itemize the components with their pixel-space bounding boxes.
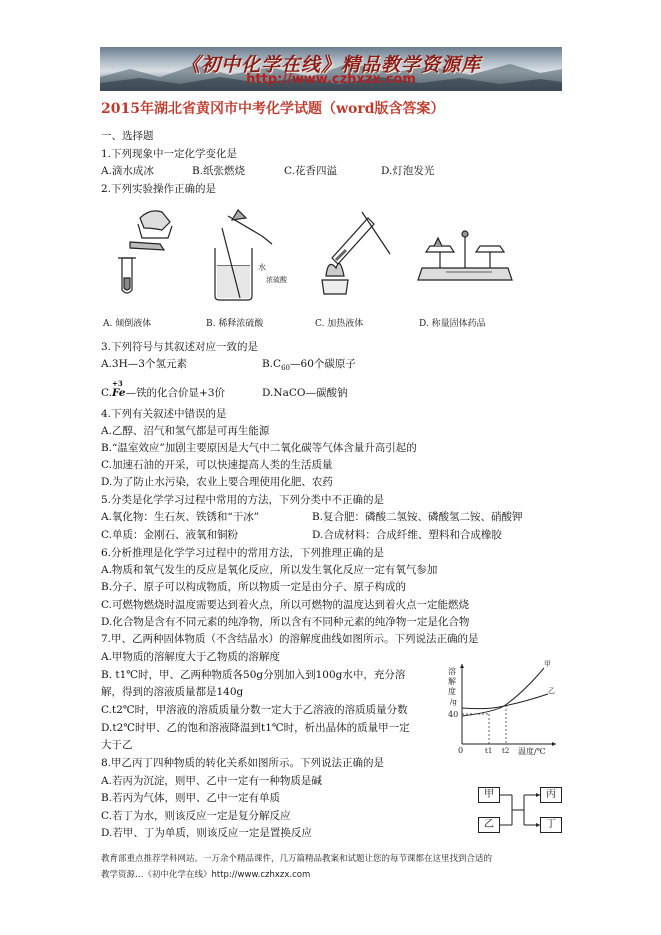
q7-option-d-line1: D.t2℃时甲、乙的饱和溶液降温到t1℃时，析出晶体的质量甲一定 <box>101 722 410 734</box>
heating-liquid-figure <box>322 212 390 294</box>
y-axis-label-1: 溶 <box>448 667 456 676</box>
q1-option-d: D.灯泡发光 <box>381 165 435 177</box>
q4-option-c: C.加速石油的开采，可以快速提高人类的生活质量 <box>101 459 333 471</box>
label-acid: 浓硫酸 <box>266 276 287 284</box>
q8-option-a: A.若丙为沉淀，则甲、乙中一定有一种物质是碱 <box>101 775 322 787</box>
footer-line2[interactable]: 教学资源…《初中化学在线》http://www.czhxzx.com <box>101 870 311 880</box>
q3-option-c: C. +3 Fe—铁的化合价显+3价 <box>101 379 226 399</box>
box-bing: 丙 <box>540 787 562 803</box>
q2-caption-d: D. 称量固体药品 <box>419 319 486 329</box>
banner-title: 《初中化学在线》精品教学资源库 <box>180 54 481 76</box>
origin-label: 0 <box>458 746 464 755</box>
x-axis-label: 温度/℃ <box>518 747 546 756</box>
box-yi: 乙 <box>478 817 500 833</box>
y-axis-label-2: 解 <box>448 677 456 686</box>
curve2-label: 乙 <box>548 687 555 695</box>
q1-option-c: C.花香四溢 <box>284 165 337 177</box>
q6-option-d: D.化合物是含有不同元素的纯净物，所以含有不同种元素的纯净物一定是化合物 <box>101 616 470 628</box>
q6-stem: 6.分析推理是化学学习过程中的常用方法，下列推理正确的是 <box>101 547 385 559</box>
q5-option-c: C.单质：金刚石、液氧和铜粉 <box>101 529 238 541</box>
q7-option-c: C.t2℃时，甲溶液的溶质质量分数一定大于乙溶液的溶质质量分数 <box>101 704 408 716</box>
q1-option-b: B.纸张燃烧 <box>192 165 246 177</box>
q7-option-d-line2: 大于乙 <box>101 739 133 751</box>
q4-stem: 4.下列有关叙述中错误的是 <box>101 408 227 420</box>
footer-line1: 教育部重点推荐学科网站。一万余个精品课件，几万篇精品教案和试题让您的每节课都在这里找到合适的 <box>101 854 493 864</box>
q7-option-b-line1: B. t1℃时，甲、乙两种物质各50g分别加入到100g水中，充分溶 <box>101 669 406 681</box>
page-footer <box>101 851 561 883</box>
q4-option-a: A.乙醇、沼气和氢气都是可再生能源 <box>101 425 270 437</box>
q4-option-b: B.“温室效应”加剧主要原因是大气中二氧化碳等气体含量升高引起的 <box>101 442 417 454</box>
solubility-graph <box>444 660 560 760</box>
q2-stem: 2.下列实验操作正确的是 <box>101 183 217 195</box>
curve1-label: 甲 <box>544 660 551 668</box>
q6-option-b: B.分子、原子可以构成物质，所以物质一定是由分子、原子构成的 <box>101 581 407 593</box>
y-axis-label-3: 度 <box>448 687 456 696</box>
diluting-acid-figure <box>215 210 272 300</box>
q8-stem: 8.甲乙丙丁四种物质的转化关系如图所示。下列说法正确的是 <box>101 757 385 769</box>
q5-option-d: D.合成材料：合成纤维、塑料和合成橡胶 <box>312 529 502 541</box>
y-axis-label-4: /g <box>450 698 457 706</box>
banner-url-link[interactable]: http://www.czhxzx.com <box>246 72 416 87</box>
q2-caption-a: A. 倾倒液体 <box>103 319 152 329</box>
pouring-liquid-figure <box>118 211 172 293</box>
reaction-arrows <box>500 790 540 830</box>
q8-option-c: C.若丁为水，则该反应一定是复分解反应 <box>101 810 291 822</box>
document-title: 2015年湖北省黄冈市中考化学试题（word版含答案） <box>101 101 445 117</box>
site-banner <box>100 47 562 91</box>
box-ding: 丁 <box>540 817 562 833</box>
q8-option-b: B.若丙为气体，则甲、乙中一定有单质 <box>101 792 281 804</box>
q8-option-d: D.若甲、丁为单质，则该反应一定是置换反应 <box>101 827 312 839</box>
section-heading: 一、选择题 <box>101 130 154 142</box>
q1-stem: 1.下列现象中一定化学变化是 <box>101 148 238 160</box>
box-jia: 甲 <box>478 787 500 803</box>
q3-option-b: $B.C_{60}—60$个碳原子 <box>262 358 356 373</box>
q2-caption-b: B. 稀释浓硫酸 <box>206 319 264 329</box>
q1-option-a: A.滴水成冰 <box>101 165 154 177</box>
q5-stem: 5.分类是化学学习过程中常用的方法，下列分类中不正确的是 <box>101 494 385 506</box>
curve-yi <box>462 694 548 709</box>
q2-lab-illustrations <box>100 198 520 313</box>
balance-figure <box>418 231 512 280</box>
q6-option-a: A.物质和氧气发生的反应是氧化反应，所以发生氧化反应一定有氧气参加 <box>101 564 438 576</box>
q2-caption-c: C. 加热液体 <box>315 319 364 329</box>
label-water: 水 <box>258 263 266 272</box>
q5-option-b: B.复合肥：磷酸二氢铵、磷酸氢二铵、硝酸钾 <box>312 511 523 523</box>
q3-stem: 3.下列符号与其叙述对应一致的是 <box>101 341 259 353</box>
q6-option-c: C.可燃物燃烧时温度需要达到着火点，所以可燃物的温度达到着火点一定能燃烧 <box>101 599 469 611</box>
q7-option-a: A.甲物质的溶解度大于乙物质的溶解度 <box>101 651 280 663</box>
q3-option-a: A.3H—3个氢元素 <box>101 358 187 370</box>
q5-option-a: A.氧化物：生石灰、铁锈和“干冰” <box>101 511 260 523</box>
q4-option-d: D.为了防止水污染，农业上要合理使用化肥、农药 <box>101 476 333 488</box>
y-tick-40: 40 <box>448 710 459 719</box>
q7-option-b-line2: 解，得到的溶液质量都是140g <box>101 686 244 698</box>
t1-label: t1 <box>485 747 493 755</box>
t2-label: t2 <box>502 747 510 755</box>
q3-option-d: D.NaCO—碳酸钠 <box>262 387 348 399</box>
q7-stem: 7.甲、乙两种固体物质（不含结晶水）的溶解度曲线如图所示。下列说法正确的是 <box>101 633 479 645</box>
